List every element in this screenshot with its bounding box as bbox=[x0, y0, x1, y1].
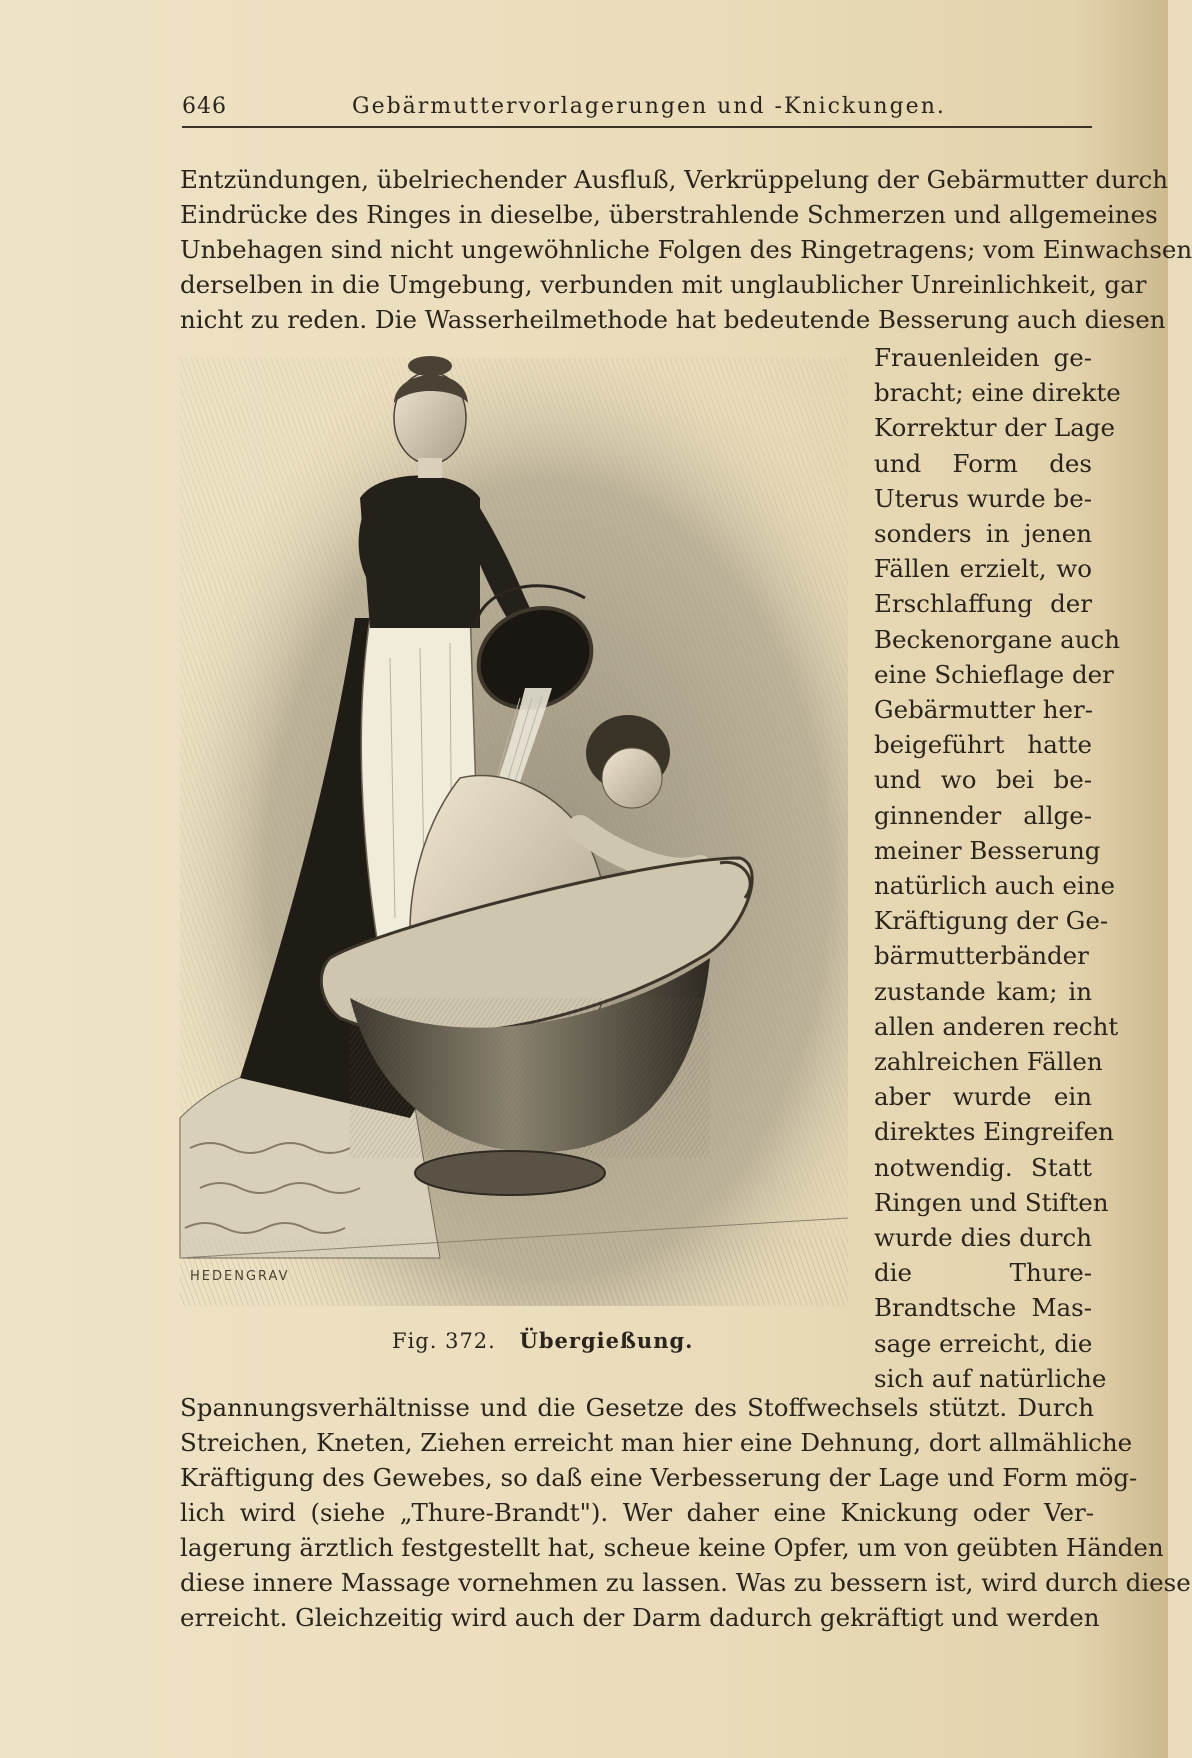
text-line: Erschlaffung der bbox=[874, 589, 1092, 619]
text-line: und Form des bbox=[874, 448, 1092, 478]
page-number: 646 bbox=[182, 94, 227, 119]
text-line: zahlreichen Fällen bbox=[874, 1047, 1103, 1077]
text-line: erreicht. Gleichzeitig wird auch der Darm dadurch gekräftigt und werden bbox=[180, 1603, 1100, 1632]
text-line: Frauenleiden ge- bbox=[874, 343, 1092, 372]
figure-caption bbox=[392, 1328, 693, 1353]
tub-base bbox=[415, 1151, 605, 1195]
text-line: lagerung ärztlich festgestellt hat, scheue keine Opfer, um von geübten Händen bbox=[180, 1533, 1164, 1562]
text-line: allen anderen recht bbox=[874, 1011, 1119, 1041]
text-line: Spannungsverhältnisse und die Gesetze des Stoffwechsels stützt. Durch bbox=[180, 1393, 1094, 1422]
text-line: Gebärmutter her- bbox=[874, 695, 1094, 725]
engraving-bath-scene bbox=[180, 358, 848, 1306]
running-title: Gebärmuttervorlagerungen und -Knickungen. bbox=[352, 94, 946, 119]
text-line: Kräftigung des Gewebes, so daß eine Verbesserung der Lage und Form mög- bbox=[180, 1463, 1138, 1492]
figure-illustration bbox=[180, 358, 848, 1306]
page-header bbox=[182, 92, 1092, 128]
text-line: nicht zu reden. Die Wasserheilmethode hat bedeutende Besserung auch diesen bbox=[180, 305, 1166, 334]
text-line: sonders in jenen bbox=[874, 519, 1092, 549]
text-line: ginnender allge- bbox=[874, 800, 1092, 830]
text-line: aber wurde ein bbox=[874, 1082, 1092, 1112]
text-line: wurde dies durch bbox=[874, 1223, 1092, 1253]
figure-label: Fig. 372. bbox=[392, 1329, 496, 1353]
text-line: zustande kam; in bbox=[874, 976, 1092, 1006]
text-line: Fällen erzielt, wo bbox=[874, 554, 1092, 584]
text-line: Entzündungen, übelriechender Ausfluß, Verkrüppelung der Gebärmutter durch bbox=[180, 165, 1169, 194]
text-line: Korrektur der Lage bbox=[874, 413, 1116, 443]
text-line: notwendig. Statt bbox=[874, 1152, 1092, 1182]
text-line: Kräftigung der Ge- bbox=[874, 906, 1109, 936]
text-line: Beckenorgane auch bbox=[874, 624, 1121, 654]
text-line: eine Schieflage der bbox=[874, 659, 1114, 689]
text-line: bärmutterbänder bbox=[874, 941, 1089, 971]
engraver-signature: HEDENGRAV bbox=[190, 1269, 290, 1284]
figure-title: Übergießung. bbox=[519, 1328, 694, 1353]
text-line: Uterus wurde be- bbox=[874, 483, 1092, 513]
text-line: bracht; eine direkte bbox=[874, 378, 1121, 408]
text-line: Brandtsche Mas- bbox=[874, 1293, 1092, 1323]
text-line: natürlich auch eine bbox=[874, 871, 1115, 901]
text-line: diese innere Massage vornehmen zu lassen. Was zu bessern ist, wird durch diese bbox=[180, 1568, 1191, 1597]
text-line: derselben in die Umgebung, verbunden mit unglaublicher Unreinlichkeit, gar bbox=[180, 270, 1147, 299]
body-text-top bbox=[180, 162, 1192, 337]
text-line: Streichen, Kneten, Ziehen erreicht man hier eine Dehnung, dort allmähliche bbox=[180, 1428, 1133, 1457]
text-line: Ringen und Stiften bbox=[874, 1187, 1109, 1217]
text-line: lich wird (siehe „Thure-Brandt"). Wer daher eine Knickung oder Ver- bbox=[180, 1498, 1094, 1527]
body-text-side-column bbox=[874, 340, 1121, 1396]
text-line: beigeführt hatte bbox=[874, 730, 1092, 760]
text-line: direktes Eingreifen bbox=[874, 1117, 1114, 1147]
text-line: Unbehagen sind nicht ungewöhnliche Folgen des Ringetragens; vom Einwachsen bbox=[180, 235, 1192, 264]
text-line: meiner Besserung bbox=[874, 835, 1101, 865]
text-line: und wo bei be- bbox=[874, 765, 1092, 795]
text-line: Eindrücke des Ringes in dieselbe, überstrahlende Schmerzen und allgemeines bbox=[180, 200, 1158, 229]
text-line: die Thure- bbox=[874, 1258, 1092, 1288]
text-line: sage erreicht, die bbox=[874, 1328, 1093, 1358]
body-text-bottom bbox=[180, 1390, 1191, 1635]
text-line: sich auf natürliche bbox=[874, 1363, 1107, 1393]
